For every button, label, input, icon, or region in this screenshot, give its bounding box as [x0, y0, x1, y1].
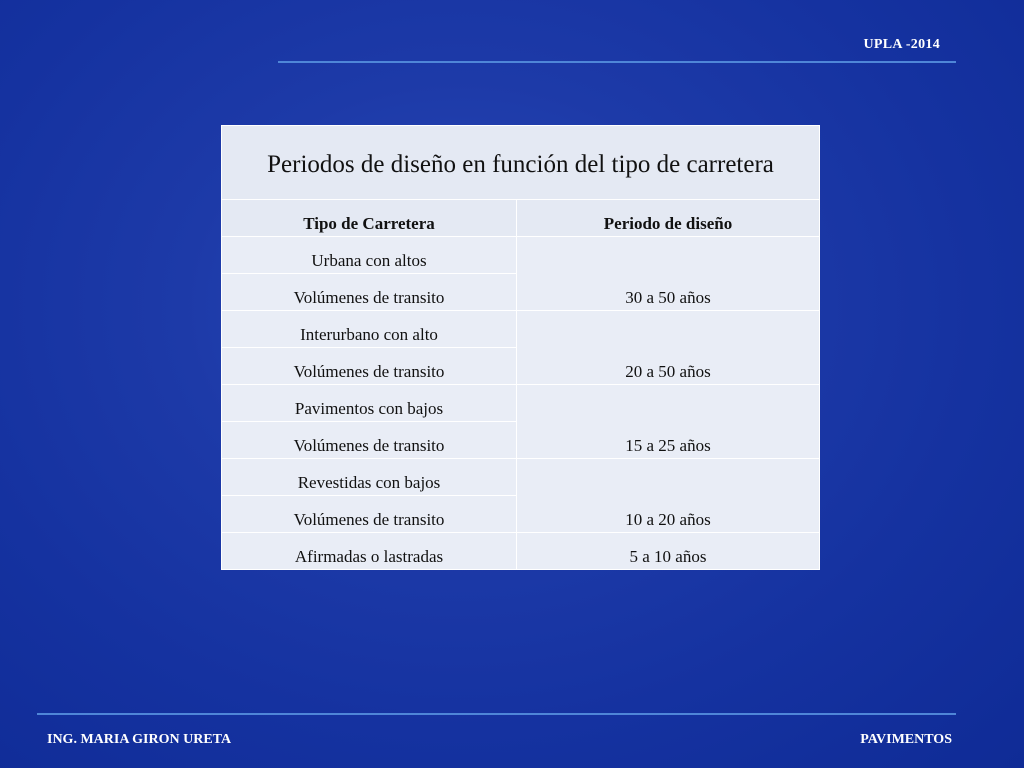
road-type-cell: Urbana con altos [222, 237, 517, 274]
road-type-cell: Revestidas con bajos [222, 459, 517, 496]
table-row [222, 311, 820, 348]
design-period-cell: 30 a 50 años [517, 237, 820, 311]
road-type-cell: Interurbano con alto [222, 311, 517, 348]
header-divider [278, 61, 956, 63]
design-period-table-container [221, 125, 819, 570]
design-period-cell: 20 a 50 años [517, 311, 820, 385]
table-row [222, 385, 820, 422]
design-period-table [221, 125, 820, 570]
design-period-cell: 5 a 10 años [517, 533, 820, 570]
footer-course: PAVIMENTOS [860, 732, 952, 747]
footer-divider [37, 713, 956, 715]
column-header-road-type: Tipo de Carretera [222, 200, 517, 237]
design-period-cell: 15 a 25 años [517, 385, 820, 459]
table-title: Periodos de diseño en función del tipo de carretera [222, 126, 820, 200]
table-row [222, 533, 820, 570]
table-row [222, 237, 820, 274]
header-label: UPLA -2014 [863, 37, 940, 52]
road-type-cell: Afirmadas o lastradas [222, 533, 517, 570]
road-type-cell: Volúmenes de transito [222, 422, 517, 459]
design-period-cell: 10 a 20 años [517, 459, 820, 533]
column-header-design-period: Periodo de diseño [517, 200, 820, 237]
footer-author: ING. MARIA GIRON URETA [47, 732, 232, 747]
road-type-cell: Volúmenes de transito [222, 348, 517, 385]
road-type-cell: Volúmenes de transito [222, 274, 517, 311]
table-row [222, 459, 820, 496]
road-type-cell: Volúmenes de transito [222, 496, 517, 533]
road-type-cell: Pavimentos con bajos [222, 385, 517, 422]
